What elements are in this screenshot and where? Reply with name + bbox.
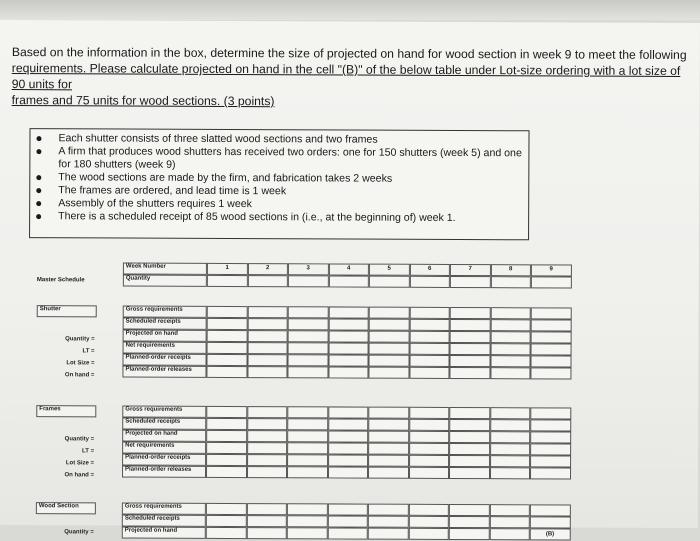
shutter-row-label: Planned-order releases — [122, 366, 206, 378]
master-schedule-quantity-cell[interactable] — [288, 275, 329, 287]
frames-cell[interactable] — [287, 442, 328, 454]
frames-cell[interactable] — [530, 419, 571, 431]
frames-cell[interactable] — [287, 418, 328, 430]
shutter-cell[interactable] — [409, 343, 450, 355]
shutter-cell[interactable] — [328, 330, 369, 342]
shutter-cell[interactable] — [368, 367, 409, 379]
frames-cell[interactable] — [247, 406, 288, 418]
shutter-row-label: Scheduled receipts — [123, 318, 207, 330]
frames-cell[interactable] — [206, 430, 247, 442]
shutter-cell[interactable] — [490, 331, 531, 343]
shutter-cell[interactable] — [450, 307, 491, 319]
frames-cell[interactable] — [409, 431, 450, 443]
shutter-cell[interactable] — [328, 318, 369, 330]
shutter-cell[interactable] — [288, 342, 329, 354]
frames-cell[interactable] — [206, 466, 247, 478]
bullet-icon — [36, 175, 41, 180]
wood-cell[interactable] — [287, 515, 328, 527]
frames-cell[interactable] — [328, 442, 369, 454]
frames-cell[interactable] — [530, 407, 571, 419]
frames-param-label: On hand = — [64, 472, 95, 479]
frames-cell[interactable] — [206, 418, 247, 430]
wood-row-label: Projected on hand — [122, 527, 206, 539]
shutter-cell[interactable] — [449, 355, 490, 367]
question-line-3: frames and 75 units for wood sections. (3 points) — [11, 93, 275, 109]
question-line-2: requirements. Please calculate projected on hand in the cell "(B)" of the below table under Lot-size ordering with a lot size of 90 units for — [11, 61, 681, 92]
shutter-cell[interactable] — [531, 319, 572, 331]
wood-row-label: Gross requirements — [122, 503, 206, 515]
shutter-param-label: Lot Size = — [66, 360, 95, 367]
shutter-cell[interactable] — [490, 319, 531, 331]
shutter-cell[interactable] — [369, 319, 410, 331]
wood-projected-on-hand-week-9-cell[interactable]: (B) — [530, 528, 571, 540]
frames-cell[interactable] — [530, 455, 571, 467]
frames-cell[interactable] — [328, 406, 369, 418]
wood-cell[interactable] — [368, 516, 409, 528]
shutter-cell[interactable] — [247, 366, 288, 378]
wood-cell[interactable] — [206, 527, 247, 539]
week-number: 4 — [346, 265, 351, 272]
wood-row-label: Scheduled receipts — [122, 515, 206, 527]
frames-cell[interactable] — [247, 454, 288, 466]
shutter-cell[interactable] — [206, 366, 247, 378]
frames-cell[interactable] — [409, 455, 450, 467]
shutter-cell[interactable] — [409, 355, 450, 367]
frames-cell[interactable] — [287, 406, 328, 418]
quantity-header: Quantity — [123, 275, 207, 287]
wood-cell[interactable] — [246, 503, 287, 515]
shutter-cell[interactable] — [369, 307, 410, 319]
shutter-cell[interactable] — [490, 343, 531, 355]
frames-cell[interactable] — [490, 431, 531, 443]
frames-cell[interactable] — [449, 407, 490, 419]
frames-cell[interactable] — [368, 455, 409, 467]
frames-cell[interactable] — [368, 419, 409, 431]
frames-cell[interactable] — [206, 442, 247, 454]
wood-param-label: Quantity = — [64, 529, 94, 536]
frames-cell[interactable] — [530, 443, 571, 455]
shutter-cell[interactable] — [328, 354, 369, 366]
info-item: There is a scheduled receipt of 85 wood sections in (i.e., at the beginning of) week 1. — [30, 210, 528, 225]
bullet-icon — [36, 214, 41, 219]
shutter-cell[interactable] — [531, 343, 572, 355]
wood-cell[interactable] — [489, 504, 530, 516]
frames-cell[interactable] — [328, 430, 369, 442]
wood-cell[interactable] — [449, 528, 490, 540]
shutter-cell[interactable] — [288, 330, 329, 342]
shutter-cell[interactable] — [247, 342, 288, 354]
week-number: 5 — [387, 265, 391, 272]
week-number: 8 — [508, 266, 513, 273]
frames-cell[interactable] — [206, 406, 247, 418]
shutter-param-label: LT = — [82, 348, 95, 355]
shutter-cell[interactable] — [207, 306, 248, 318]
wood-cell[interactable] — [408, 516, 449, 528]
shutter-cell[interactable] — [530, 355, 571, 367]
shutter-cell[interactable] — [288, 306, 329, 318]
frames-cell[interactable] — [449, 431, 490, 443]
shutter-cell[interactable] — [247, 318, 288, 330]
shutter-cell[interactable] — [368, 355, 409, 367]
shutter-title: Shutter — [37, 305, 97, 317]
wood-cell[interactable] — [449, 516, 490, 528]
wood-cell[interactable] — [408, 504, 449, 516]
frames-cell[interactable] — [328, 466, 369, 478]
shutter-cell[interactable] — [449, 367, 490, 379]
frames-cell[interactable] — [449, 467, 490, 479]
frames-cell[interactable] — [490, 407, 531, 419]
shutter-cell[interactable] — [450, 331, 491, 343]
shutter-cell[interactable] — [490, 367, 531, 379]
frames-row-label: Scheduled receipts — [122, 418, 206, 430]
question-line-1: Based on the information in the box, determine the size of projected on hand for wood section in week 9 to meet the following — [11, 45, 687, 62]
info-box — [29, 128, 529, 240]
frames-cell[interactable] — [530, 467, 571, 479]
frames-cell[interactable] — [247, 418, 288, 430]
frames-row-label: Planned-order receipts — [122, 454, 206, 466]
info-item: Assembly of the shutters requires 1 week — [30, 197, 528, 212]
bullet-icon — [36, 136, 41, 141]
wood-cell[interactable] — [246, 527, 287, 539]
wood-cell[interactable] — [489, 528, 530, 540]
info-item: The frames are ordered, and lead time is 1 week — [30, 184, 528, 199]
wood-cell[interactable] — [327, 515, 368, 527]
frames-cell[interactable] — [206, 454, 247, 466]
wood-cell[interactable] — [206, 515, 247, 527]
master-schedule-quantity-cell[interactable] — [490, 276, 531, 288]
top-bar — [0, 0, 700, 20]
frames-cell[interactable] — [287, 454, 328, 466]
master-schedule-quantity-cell[interactable] — [409, 276, 450, 288]
frames-cell[interactable] — [490, 455, 531, 467]
week-number: 7 — [468, 266, 472, 273]
wood-cell[interactable] — [206, 503, 247, 515]
frames-cell[interactable] — [449, 455, 490, 467]
week-number: 9 — [549, 266, 553, 273]
week-number-header: Week Number — [123, 263, 207, 275]
frames-row-label: Planned-order releases — [122, 466, 206, 478]
frames-param-label: LT = — [82, 448, 95, 455]
info-item: A firm that produces wood shutters has received two orders: one for 150 shutters (week 5) and one — [30, 145, 528, 160]
frames-cell[interactable] — [368, 431, 409, 443]
shutter-cell[interactable] — [207, 318, 248, 330]
shutter-cell[interactable] — [288, 318, 329, 330]
shutter-param-label: Quantity = — [65, 336, 95, 343]
wood-title: Wood Section — [36, 502, 96, 514]
frames-cell[interactable] — [449, 443, 490, 455]
master-schedule-label: Master Schedule — [36, 277, 85, 284]
wood-cell[interactable] — [489, 516, 530, 528]
shutter-cell[interactable] — [206, 354, 247, 366]
frames-cell[interactable] — [490, 467, 531, 479]
shutter-cell[interactable] — [247, 330, 288, 342]
master-schedule-quantity-cell[interactable] — [531, 276, 572, 288]
shutter-cell[interactable] — [369, 343, 410, 355]
wood-cell[interactable] — [408, 528, 449, 540]
shutter-cell[interactable] — [409, 367, 450, 379]
frames-cell[interactable] — [287, 430, 328, 442]
bullet-icon — [36, 188, 41, 193]
info-item: Each shutter consists of three slatted wood sections and two frames — [30, 132, 528, 147]
frames-cell[interactable] — [409, 419, 450, 431]
bullet-icon — [36, 149, 41, 154]
question-text — [12, 44, 692, 111]
frames-title: Frames — [36, 405, 96, 417]
frames-cell[interactable] — [409, 407, 450, 419]
wood-cell[interactable] — [246, 515, 287, 527]
wood-cell[interactable] — [287, 527, 328, 539]
frames-cell[interactable] — [409, 443, 450, 455]
shutter-row-label: Planned-order receipts — [122, 354, 206, 366]
master-schedule-quantity-cell[interactable] — [328, 275, 369, 287]
wood-cell[interactable] — [287, 503, 328, 515]
shutter-cell[interactable] — [409, 331, 450, 343]
frames-cell[interactable] — [247, 442, 288, 454]
wood-cell[interactable] — [530, 504, 571, 516]
frames-row-label: Net requirements — [122, 442, 206, 454]
shutter-cell[interactable] — [247, 354, 288, 366]
shutter-cell[interactable] — [450, 343, 491, 355]
master-schedule-quantity-cell[interactable] — [207, 275, 248, 287]
info-item: The wood sections are made by the firm, and fabrication takes 2 weeks — [30, 171, 528, 186]
frames-cell[interactable] — [490, 419, 531, 431]
week-number: 1 — [225, 264, 229, 272]
shutter-cell[interactable] — [409, 307, 450, 319]
shutter-cell[interactable] — [207, 330, 248, 342]
master-schedule-quantity-cell[interactable] — [369, 276, 410, 288]
shutter-cell[interactable] — [531, 331, 572, 343]
shutter-cell[interactable] — [328, 342, 369, 354]
frames-cell[interactable] — [409, 467, 450, 479]
shutter-cell[interactable] — [490, 307, 531, 319]
frames-param-label: Lot Size = — [65, 460, 95, 467]
frames-cell[interactable] — [247, 430, 288, 442]
wood-cell[interactable] — [368, 528, 409, 540]
shutter-cell[interactable] — [531, 307, 572, 319]
frames-cell[interactable] — [247, 466, 288, 478]
wood-cell[interactable] — [368, 504, 409, 516]
shutter-cell[interactable] — [490, 355, 531, 367]
wood-cell[interactable] — [530, 516, 571, 528]
frames-cell[interactable] — [328, 454, 369, 466]
shutter-row-label: Net requirements — [123, 342, 207, 354]
master-schedule-quantity-cell[interactable] — [450, 276, 491, 288]
shutter-cell[interactable] — [530, 367, 571, 379]
shutter-cell[interactable] — [409, 319, 450, 331]
frames-cell[interactable] — [287, 466, 328, 478]
frames-cell[interactable] — [368, 407, 409, 419]
wood-cell[interactable] — [449, 504, 490, 516]
week-number: 3 — [306, 265, 310, 272]
shutter-cell[interactable] — [287, 354, 328, 366]
shutter-cell[interactable] — [369, 331, 410, 343]
week-number: 6 — [427, 265, 432, 272]
frames-cell[interactable] — [449, 419, 490, 431]
frames-row-label: Projected on hand — [122, 430, 206, 442]
shutter-row-label: Gross requirements — [123, 306, 207, 318]
shutter-param-label: On hand = — [64, 372, 95, 379]
shutter-cell[interactable] — [328, 366, 369, 378]
frames-cell[interactable] — [328, 418, 369, 430]
bullet-icon — [36, 201, 41, 206]
shutter-row-label: Projected on hand — [123, 330, 207, 342]
frames-param-label: Quantity = — [64, 436, 95, 443]
wood-cell[interactable] — [327, 527, 368, 539]
info-item-continued: for 180 shutters (week 9) — [58, 158, 176, 171]
shutter-cell[interactable] — [328, 306, 369, 318]
frames-row-label: Gross requirements — [122, 406, 206, 418]
week-number: 2 — [265, 265, 270, 272]
frames-cell[interactable] — [368, 443, 409, 455]
frames-cell[interactable] — [530, 431, 571, 443]
wood-cell[interactable] — [327, 503, 368, 515]
shutter-cell[interactable] — [207, 342, 248, 354]
master-schedule-quantity-cell[interactable] — [247, 275, 288, 287]
shutter-cell[interactable] — [450, 319, 491, 331]
worksheet — [0, 20, 700, 538]
shutter-cell[interactable] — [247, 306, 288, 318]
frames-cell[interactable] — [368, 467, 409, 479]
frames-cell[interactable] — [490, 443, 531, 455]
shutter-cell[interactable] — [287, 366, 328, 378]
